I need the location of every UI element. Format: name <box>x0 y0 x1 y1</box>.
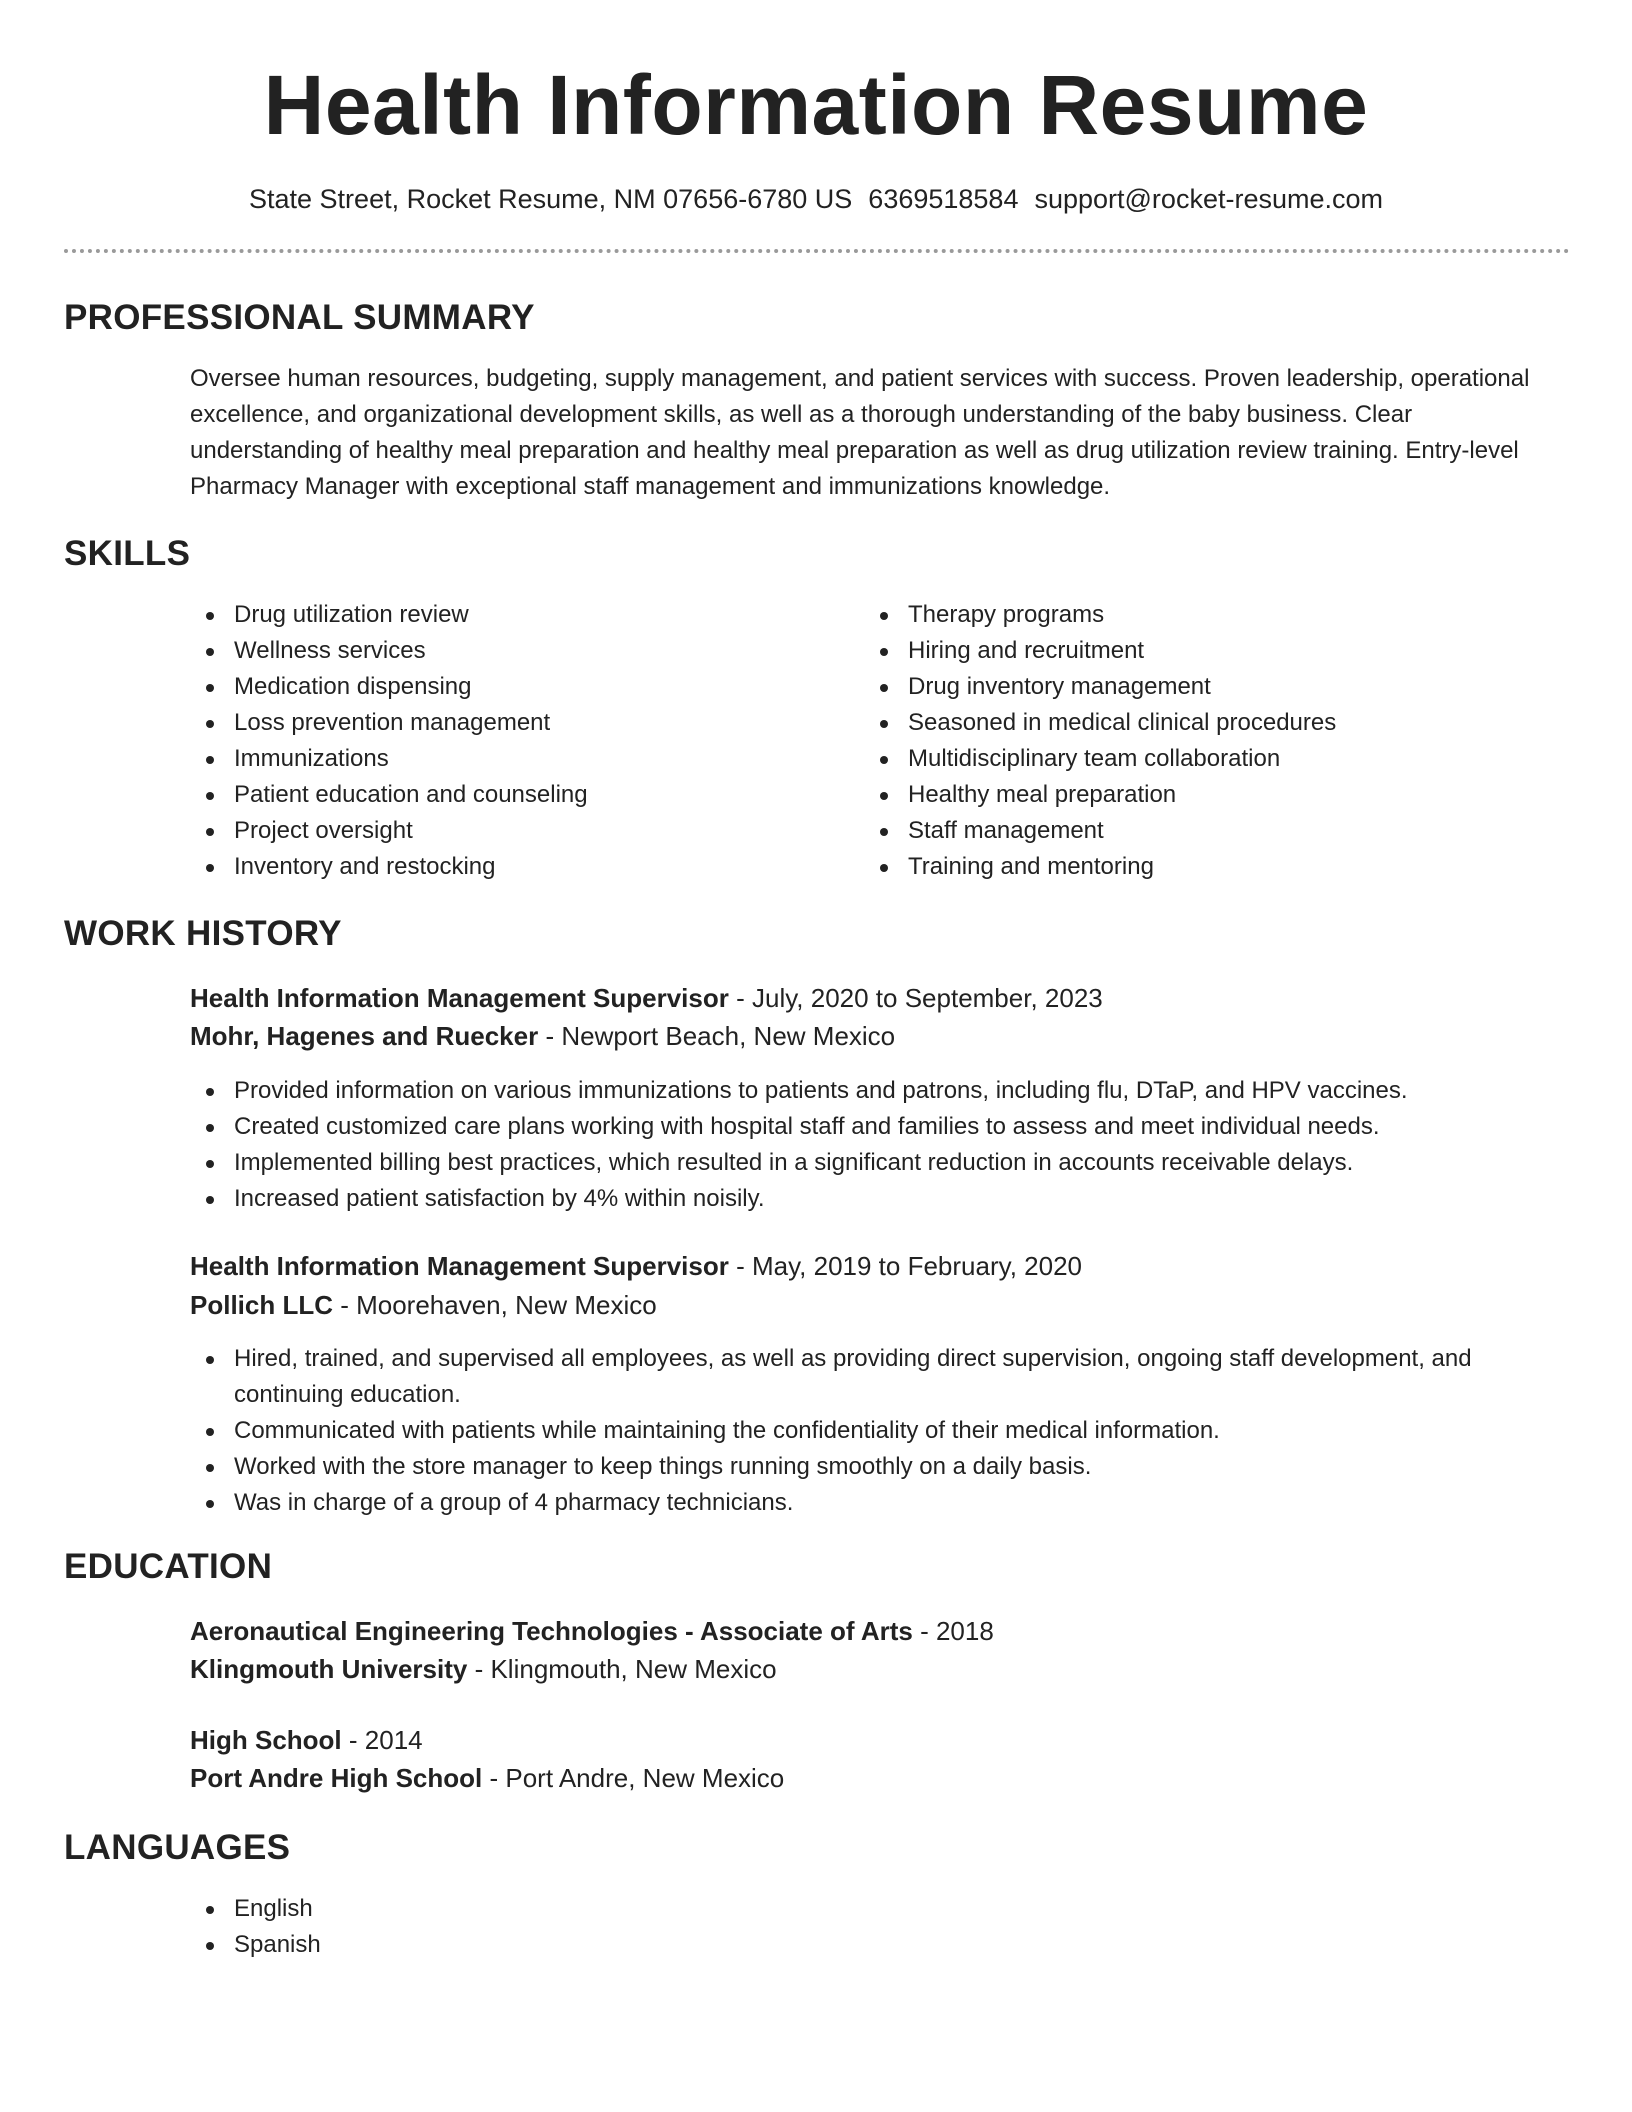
job-company-line <box>190 1017 895 1055</box>
languages-heading: LANGUAGES <box>64 1828 291 1867</box>
skill-item: Inventory and restocking <box>190 849 830 885</box>
education-year: - 2014 <box>341 1725 423 1755</box>
job-dates: - July, 2020 to September, 2023 <box>728 983 1103 1013</box>
job-company: Mohr, Hagenes and Ruecker <box>190 1021 539 1051</box>
skill-item: Staff management <box>864 813 1564 849</box>
skill-item: Therapy programs <box>864 597 1564 633</box>
skills-list-left <box>190 597 830 885</box>
contact-line <box>0 180 1632 218</box>
job-title: Health Information Management Supervisor <box>190 1251 729 1281</box>
skill-item: Patient education and counseling <box>190 777 830 813</box>
header-divider <box>64 249 1570 253</box>
email: support@rocket-resume.com <box>1034 184 1383 214</box>
skill-item: Healthy meal preparation <box>864 777 1564 813</box>
education-school-line <box>190 1759 784 1797</box>
address: State Street, Rocket Resume, NM 07656-6780 US <box>249 184 853 214</box>
skill-item: Drug utilization review <box>190 597 830 633</box>
resume-title: Health Information Resume <box>263 58 1369 152</box>
education-school: Klingmouth University <box>190 1654 468 1684</box>
job-bullets <box>190 1341 1530 1521</box>
education-heading: EDUCATION <box>64 1547 273 1586</box>
summary-heading: PROFESSIONAL SUMMARY <box>64 298 535 337</box>
skill-item: Project oversight <box>190 813 830 849</box>
education-degree-line <box>190 1721 423 1759</box>
skill-item: Drug inventory management <box>864 669 1564 705</box>
job-bullets <box>190 1073 1570 1217</box>
job-title-line <box>190 979 1103 1017</box>
summary-text: Oversee human resources, budgeting, supply management, and patient services with success. Proven leadership, operational excellence, and organizational development skills, as well as a thorough understanding of the baby business. Clear understanding of healthy meal preparation and healthy meal preparation as well as drug utilization review training. Entry-level Pharmacy Manager with exceptional staff management and immunizations knowledge. <box>190 365 1530 500</box>
education-year: - 2018 <box>912 1616 994 1646</box>
job-bullet: Increased patient satisfaction by 4% within noisily. <box>190 1181 1570 1217</box>
job-title-line <box>190 1247 1082 1285</box>
education-degree: Aeronautical Engineering Technologies - Associate of Arts <box>190 1616 913 1646</box>
skill-item: Hiring and recruitment <box>864 633 1564 669</box>
job-bullet: Hired, trained, and supervised all employees, as well as providing direct supervision, ongoing staff development, and continuing education. <box>190 1341 1530 1413</box>
job-bullet: Provided information on various immunizations to patients and patrons, including flu, DTaP, and HPV vaccines. <box>190 1073 1570 1109</box>
languages-list <box>190 1891 790 1963</box>
work-heading: WORK HISTORY <box>64 914 342 953</box>
job-bullet: Worked with the store manager to keep things running smoothly on a daily basis. <box>190 1449 1530 1485</box>
skills-list-right <box>864 597 1564 885</box>
skill-item: Medication dispensing <box>190 669 830 705</box>
skill-item: Loss prevention management <box>190 705 830 741</box>
job-bullet: Was in charge of a group of 4 pharmacy technicians. <box>190 1485 1530 1521</box>
education-location: - Klingmouth, New Mexico <box>467 1654 777 1684</box>
job-company-line <box>190 1286 657 1324</box>
job-title: Health Information Management Supervisor <box>190 983 729 1013</box>
skill-item: Wellness services <box>190 633 830 669</box>
education-degree: High School <box>190 1725 342 1755</box>
job-bullet: Created customized care plans working with hospital staff and families to assess and meet individual needs. <box>190 1109 1570 1145</box>
skill-item: Training and mentoring <box>864 849 1564 885</box>
language-item: Spanish <box>190 1927 790 1963</box>
job-bullet: Communicated with patients while maintaining the confidentiality of their medical information. <box>190 1413 1530 1449</box>
job-bullet: Implemented billing best practices, which resulted in a significant reduction in accounts receivable delays. <box>190 1145 1570 1181</box>
phone: 6369518584 <box>868 184 1019 214</box>
skill-item: Multidisciplinary team collaboration <box>864 741 1564 777</box>
job-location: - Newport Beach, New Mexico <box>538 1021 896 1051</box>
skills-heading: SKILLS <box>64 534 191 573</box>
job-company: Pollich LLC <box>190 1290 333 1320</box>
job-location: - Moorehaven, New Mexico <box>333 1290 657 1320</box>
education-degree-line <box>190 1612 994 1650</box>
language-item: English <box>190 1891 790 1927</box>
skill-item: Immunizations <box>190 741 830 777</box>
education-location: - Port Andre, New Mexico <box>482 1763 785 1793</box>
education-school-line <box>190 1650 777 1688</box>
skill-item: Seasoned in medical clinical procedures <box>864 705 1564 741</box>
education-school: Port Andre High School <box>190 1763 483 1793</box>
job-dates: - May, 2019 to February, 2020 <box>728 1251 1082 1281</box>
